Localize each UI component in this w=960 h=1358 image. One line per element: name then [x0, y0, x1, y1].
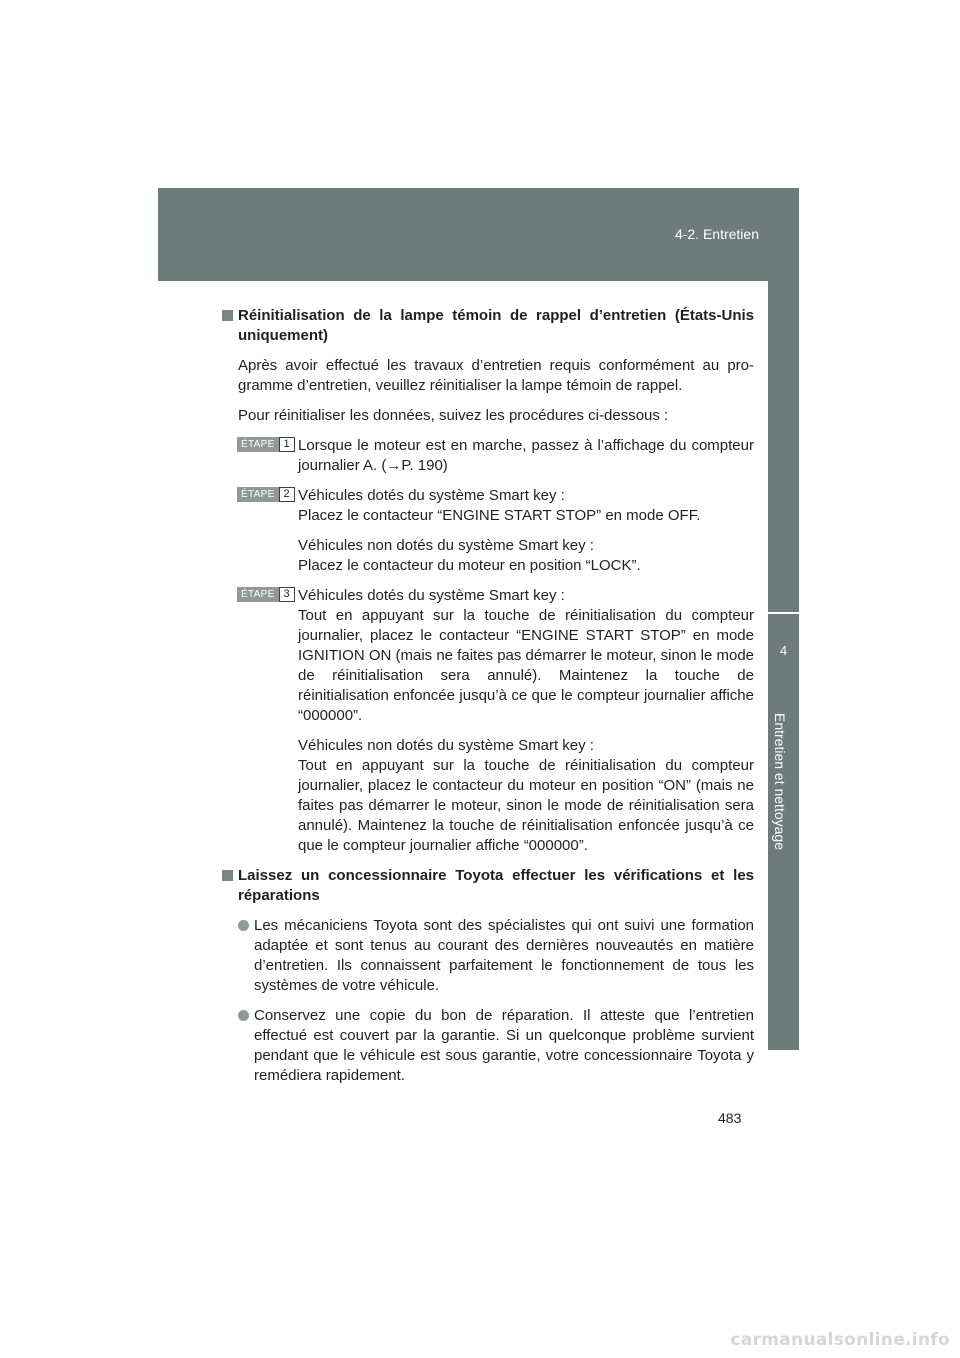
step-text: Véhicules dotés du système Smart key : Tout en appuyant sur la touche de réinitialisation du compteur journalier, placez le contacteur “ENGINE START STOP” en mode IGNITION ON (mais ne faites pas démarrer le moteur, sinon le mode de réinitialisation sera annulé). Maintenez la touche de réinitialisation enfoncée jusqu’à ce que le compteur journalier affiche “000000”. — [298, 587, 754, 724]
step-text: Lorsque le moteur est en marche, passez à l’affichage du compteur journalier A. (→P. 190) — [298, 437, 754, 474]
step-1 — [222, 436, 754, 476]
section-title: 4-2. Entretien — [674, 226, 759, 242]
step-text: Véhicules non dotés du système Smart key : Placez le contacteur du moteur en position “LOCK”. — [298, 537, 641, 574]
step-badge: ÉTAPE 3 — [237, 587, 295, 602]
watermark: carmanualsonline.info — [730, 1330, 950, 1350]
step-badge: ÉTAPE 2 — [237, 487, 295, 502]
chapter-label: Entretien et nettoyage — [772, 713, 788, 850]
circle-bullet-icon — [238, 1010, 249, 1021]
step-2 — [222, 486, 754, 576]
chapter-side-tab — [768, 281, 799, 1050]
paragraph: Après avoir effectué les travaux d’entretien requis conformément au pro-gramme d’entretien, veuillez réinitialiser la lampe témoin de rappel. — [238, 357, 754, 394]
circle-bullet-icon — [238, 920, 249, 931]
list-item: Les mécaniciens Toyota sont des spécialistes qui ont suivi une formation adaptée et sont tenus au courant des dernières nouveautés en matière d’entretien. Ils connaissent parfaitement le fonctionnement de tous les systèmes de votre véhicule. — [222, 916, 754, 996]
header-band — [158, 188, 799, 281]
list-item: Conservez une copie du bon de réparation. Il atteste que l’entretien effectué est couvert par la garantie. Si un quelconque problème survient pendant que le véhicule est sous garantie, votre concessionnaire Toyota y remédiera rapidement. — [222, 1006, 754, 1086]
step-text: Véhicules dotés du système Smart key : Placez le contacteur “ENGINE START STOP” en mode OFF. — [298, 487, 701, 524]
step-badge: ÉTAPE 1 — [237, 437, 295, 452]
section-heading-reset-lamp: Réinitialisation de la lampe témoin de rappel d’entretien (États-Unis uniquement) — [222, 306, 754, 346]
section-heading-toyota-dealer: Laissez un concessionnaire Toyota effectuer les vérifications et les réparations — [222, 866, 754, 906]
paragraph: Pour réinitialiser les données, suivez les procédures ci-dessous : — [238, 407, 669, 424]
step-3 — [222, 586, 754, 856]
page-number: 483 — [718, 1110, 742, 1126]
chapter-number: 4 — [779, 643, 788, 658]
side-tab-divider — [768, 612, 799, 614]
square-bullet-icon — [222, 870, 233, 881]
square-bullet-icon — [222, 310, 233, 321]
step-text: Véhicules non dotés du système Smart key : Tout en appuyant sur la touche de réinitialisation du compteur journalier, placez le contacteur du moteur en position “ON” (mais ne faites pas démarrer le moteur, sinon le mode de réinitialisation sera annulé). Maintenez la touche de réinitialisation enfoncée jusqu’à ce que le compteur journalier affiche “000000”. — [298, 737, 754, 854]
page-content — [222, 306, 754, 1096]
